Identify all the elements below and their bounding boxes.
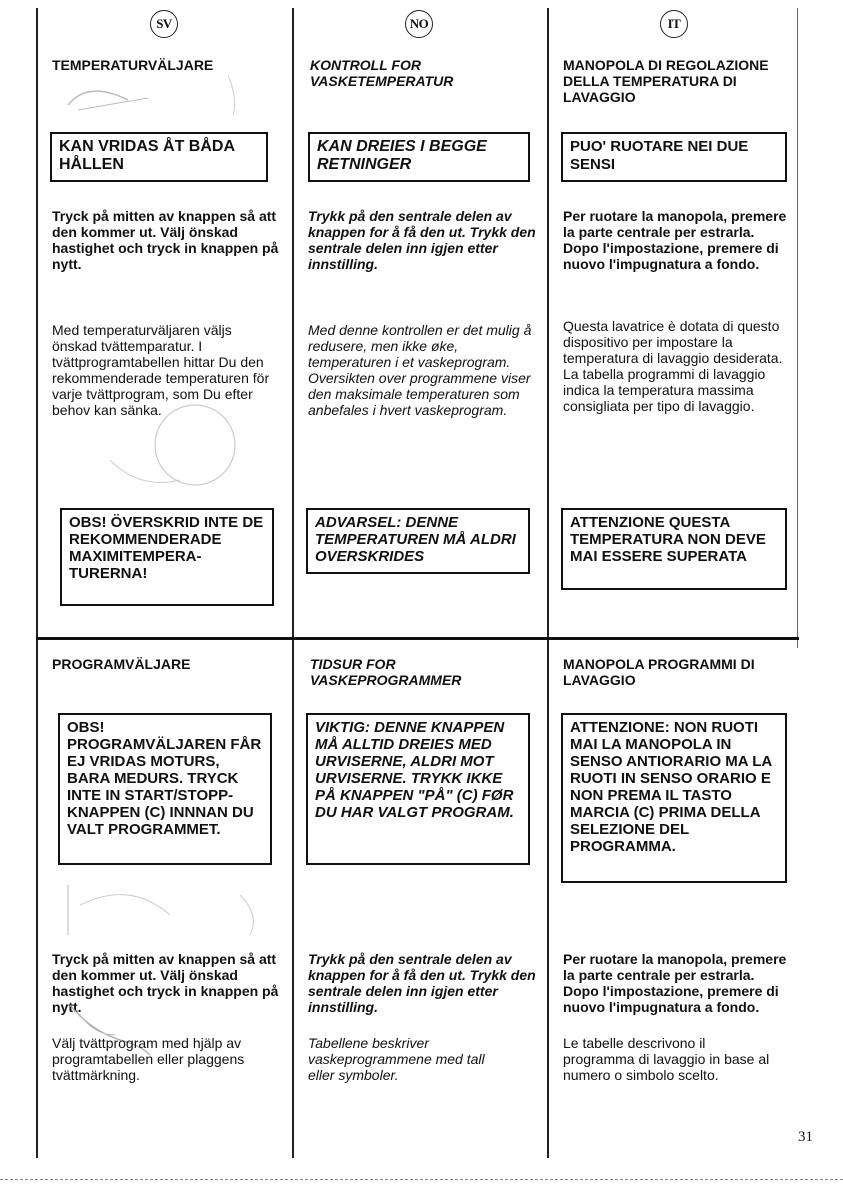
sv-knob-instruction: Tryck på mitten av knappen så att den kommer ut. Välj önskad hastighet och tryck in knappen på nytt. (52, 208, 279, 272)
it-rotate-both-ways-box: PUO' RUOTARE NEI DUE SENSI (561, 132, 787, 182)
program-knob-sketch-sv (60, 875, 270, 945)
it-program-description: Le tabelle descrivono il programma di lavaggio in base al numero o simbolo scelto. (563, 1035, 770, 1083)
no-warning-box: ADVARSEL: DENNE TEMPERATUREN MÅ ALDRI OVERSKRIDES (306, 508, 530, 574)
page-bottom-edge (0, 1179, 843, 1180)
sv-program-warning-box: OBS! PROGRAMVÄLJAREN FÅR EJ VRIDAS MOTURS, BARA MEDURS. TRYCK INTE IN START/STOPP-KNAPPEN (C) INNNAN DU VALT PROGRAMMET. (58, 713, 272, 865)
section-divider (36, 637, 799, 640)
language-badge-sv: SV (150, 10, 178, 38)
it-program-warning-box: ATTENZIONE: NON RUOTI MAI LA MANOPOLA IN SENSO ANTIORARIO MA LA RUOTI IN SENSO ORARIO E NON PREMA IL TASTO MARCIA (C) PRIMA DELLA SELEZIONE DEL PROGRAMMA. (561, 713, 787, 883)
no-temperature-description: Med denne kontrollen er det mulig å redusere, men ikke øke, temperaturen i et vaskeprogram. Oversikten over programmene viser den maksimale temperaturen som anbefales i hvert vaskeprogram. (308, 322, 532, 418)
no-rotate-both-ways-box: KAN DREIES I BEGGE RETNINGER (308, 132, 530, 182)
column-divider-1 (292, 8, 294, 1158)
page-number: 31 (798, 1129, 813, 1145)
no-knob-instruction: Trykk på den sentrale delen av knappen for å få den ut. Trykk den sentrale delen inn igjen etter innstilling. (308, 208, 536, 272)
column-divider-2 (547, 8, 549, 1158)
column-divider-left (36, 8, 38, 1158)
temperature-knob-sketch-sv (58, 70, 258, 120)
knob-outline-sketch-sv (100, 400, 260, 500)
column-divider-right (797, 8, 798, 648)
no-program-warning-box: VIKTIG: DENNE KNAPPEN MÅ ALLTID DREIES MED URVISERNE, ALDRI MOT URVISERNE. TRYKK IKKE PÅ KNAPPEN "PÅ" (C) FØR DU HAR VALGT PROGRAM. (306, 713, 530, 865)
it-program-heading: MANOPOLA PROGRAMMI DI LAVAGGIO (563, 656, 755, 688)
no-program-knob-instruction: Trykk på den sentrale delen av knappen for å få den ut. Trykk den sentrale delen inn igjen etter innstilling. (308, 951, 536, 1015)
it-warning-box: ATTENZIONE QUESTA TEMPERATURA NON DEVE MAI ESSERE SUPERATA (561, 508, 787, 590)
sv-warning-box: OBS! ÖVERSKRID INTE DE REKOMMENDERADE MAXIMITEMPERA-TURERNA! (60, 508, 274, 606)
it-knob-instruction: Per ruotare la manopola, premere la parte centrale per estrarla. Dopo l'impostazione, premere di nuovo l'impugnatura a fondo. (563, 208, 787, 272)
no-temperature-heading: KONTROLL FOR VASKETEMPERATUR (310, 57, 454, 89)
language-badge-no: NO (405, 10, 433, 38)
it-program-knob-instruction: Per ruotare la manopola, premere la parte centrale per estrarla. Dopo l'impostazione, premere di nuovo l'impugnatura a fondo. (563, 951, 787, 1015)
language-badge-it: IT (660, 10, 688, 38)
sv-temperature-description: Med temperaturväljaren väljs önskad tvättemparatur. I tvättprogramtabellen hittar Du den rekommenderade temperaturen för varje tvättprogram, som Du efter behov kan sänka. (52, 322, 270, 418)
sv-program-heading: PROGRAMVÄLJARE (52, 656, 191, 672)
no-program-heading: TIDSUR FOR VASKEPROGRAMMER (310, 656, 462, 688)
sv-temperature-heading: TEMPERATURVÄLJARE (52, 57, 214, 73)
it-temperature-description: Questa lavatrice è dotata di questo dispositivo per impostare la temperatura di lavaggio desiderata. La tabella programmi di lavaggio indica la temperatura massima consigliata per tipo di lavaggio. (563, 318, 783, 414)
sv-program-knob-instruction: Tryck på mitten av knappen så att den kommer ut. Välj önskad hastighet och tryck in knappen på nytt. (52, 951, 279, 1015)
sv-rotate-both-ways-box: KAN VRIDAS ÅT BÅDA HÅLLEN (50, 132, 268, 182)
sv-program-description: Välj tvättprogram med hjälp av programtabellen eller plaggens tvättmärkning. (52, 1035, 245, 1083)
it-temperature-heading: MANOPOLA DI REGOLAZIONE DELLA TEMPERATURA DI LAVAGGIO (563, 57, 769, 105)
no-program-description: Tabellene beskriver vaskeprogrammene med tall eller symboler. (308, 1035, 485, 1083)
